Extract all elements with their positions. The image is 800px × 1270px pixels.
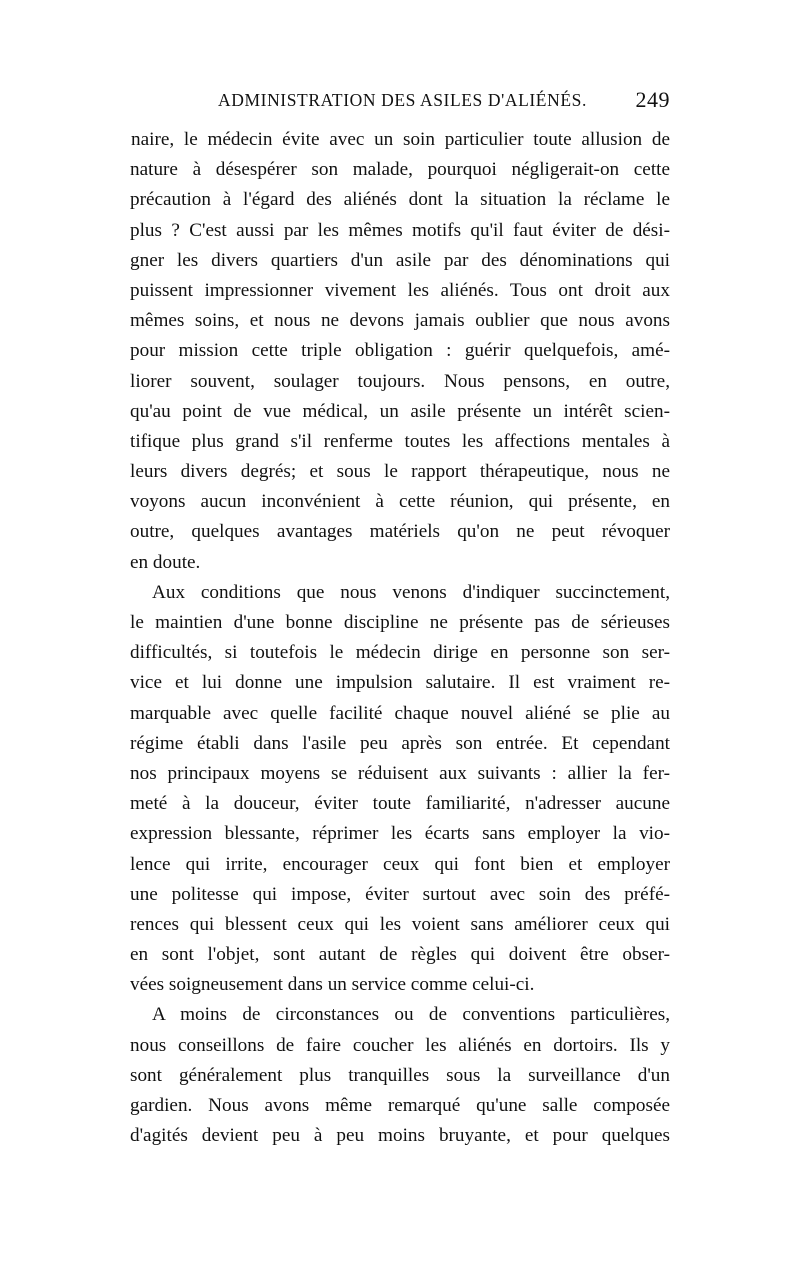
text-line: marquable avec quelle facilité chaque nouvel aliéné se plie au xyxy=(130,702,670,724)
running-title: ADMINISTRATION DES ASILES D'ALIÉNÉS. xyxy=(218,90,587,110)
text-line: rences qui blessent ceux qui les voient sans améliorer ceux qui xyxy=(130,913,670,935)
text-line: puissent impressionner vivement les aliénés. Tous ont droit aux xyxy=(130,279,670,301)
text-line: précaution à l'égard des aliénés dont la situation la réclame le xyxy=(130,189,670,211)
text-line: lence qui irrite, encourager ceux qui font bien et employer xyxy=(130,853,670,875)
text-line: qu'au point de vue médical, un asile présente un intérêt scien- xyxy=(130,400,670,422)
page-number: 249 xyxy=(635,87,670,112)
running-head xyxy=(130,87,670,120)
body-text xyxy=(130,125,670,1151)
text-line: meté à la douceur, éviter toute familiarité, n'adresser aucune xyxy=(130,793,670,815)
text-line: sont généralement plus tranquilles sous la surveillance d'un xyxy=(130,1064,670,1086)
text-line: tifique plus grand s'il renferme toutes les affections mentales à xyxy=(130,430,670,452)
text-line: mêmes soins, et nous ne devons jamais oublier que nous avons xyxy=(130,310,670,332)
text-line: régime établi dans l'asile peu après son entrée. Et cependant xyxy=(130,732,670,754)
text-line: le maintien d'une bonne discipline ne présente pas de sérieuses xyxy=(130,612,670,633)
text-line: d'agités devient peu à peu moins bruyante, et pour quelques xyxy=(130,1125,670,1147)
text-line: gardien. Nous avons même remarqué qu'une salle composée xyxy=(130,1095,670,1116)
text-line: plus ? C'est aussi par les mêmes motifs qu'il faut éviter de dési- xyxy=(130,219,670,241)
text-line: en sont l'objet, sont autant de règles qui doivent être obser- xyxy=(130,944,670,966)
text-line: outre, quelques avantages matériels qu'on ne peut révoquer xyxy=(130,521,670,543)
text-line: vées soigneusement dans un service comme celui-ci. xyxy=(130,974,535,996)
text-line: pour mission cette triple obligation : guérir quelquefois, amé- xyxy=(130,340,670,362)
text-line: vice et lui donne une impulsion salutaire. Il est vraiment re- xyxy=(130,672,670,694)
text-line: en doute. xyxy=(130,551,201,573)
text-line: nature à désespérer son malade, pourquoi négligerait-on cette xyxy=(130,159,670,181)
text-line: gner les divers quartiers d'un asile par des dénominations qui xyxy=(130,249,670,271)
text-line: voyons aucun inconvénient à cette réunion, qui présente, en xyxy=(130,491,670,513)
text-line: leurs divers degrés; et sous le rapport thérapeutique, nous ne xyxy=(130,461,670,483)
text-line: A moins de circonstances ou de conventions particulières, xyxy=(152,1004,670,1026)
text-line: nous conseillons de faire coucher les aliénés en dortoirs. Ils y xyxy=(130,1034,670,1056)
text-line: une politesse qui impose, éviter surtout avec soin des préfé- xyxy=(130,883,670,905)
text-line: difficultés, si toutefois le médecin dirige en personne son ser- xyxy=(130,642,670,664)
text-line: liorer souvent, soulager toujours. Nous pensons, en outre, xyxy=(130,370,670,392)
text-line: nos principaux moyens se réduisent aux suivants : allier la fer- xyxy=(130,762,670,784)
text-line: expression blessante, réprimer les écarts sans employer la vio- xyxy=(130,823,670,845)
text-line: naire, le médecin évite avec un soin particulier toute allusion de xyxy=(131,129,670,150)
text-line: Aux conditions que nous venons d'indiquer succinctement, xyxy=(152,581,670,603)
